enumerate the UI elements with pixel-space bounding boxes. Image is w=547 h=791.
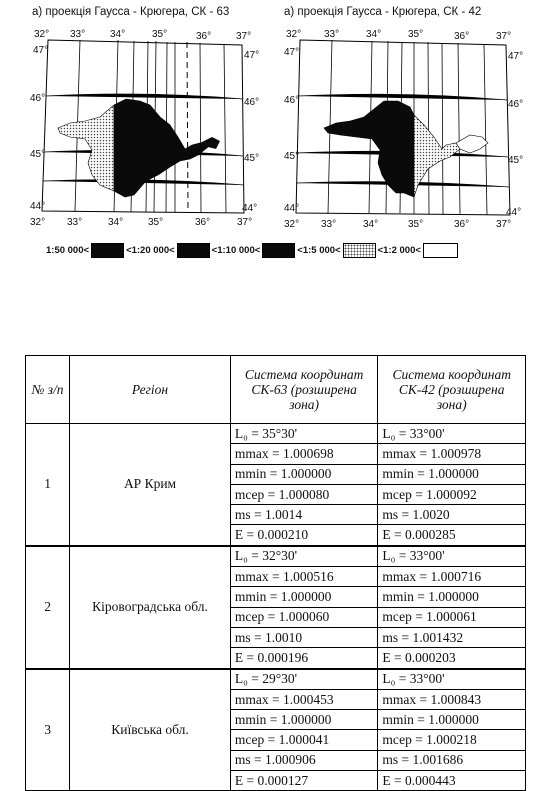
sk63-parameter: mсер = 1.000041	[230, 730, 378, 750]
bottom-label: 34°	[108, 217, 124, 228]
legend-swatch	[343, 243, 376, 258]
row-number: 3	[26, 669, 70, 791]
bottom-label: 33°	[67, 217, 83, 228]
top-label: 35°	[408, 29, 424, 40]
top-label: 34°	[366, 29, 382, 40]
top-label: 37°	[496, 31, 512, 42]
top-label: 32°	[286, 29, 302, 40]
right-map-caption: а) проекція Гаусса - Крюгера, СК - 42	[284, 6, 482, 18]
sk63-parameter: ms = 1.0010	[230, 627, 378, 647]
top-label: 33°	[324, 29, 340, 40]
sk63-parameter: mmin = 1.000000	[230, 710, 378, 730]
legend-label: <1:5 000<	[297, 244, 341, 256]
bottom-label: 32°	[284, 219, 300, 230]
sk63-parameter: mmin = 1.000000	[230, 587, 378, 607]
legend-swatch	[91, 243, 124, 258]
table-row	[26, 546, 526, 567]
row-number: 2	[26, 546, 70, 669]
table-row	[26, 669, 526, 690]
bottom-label: 33°	[321, 219, 337, 230]
row-number: 1	[26, 424, 70, 546]
sk42-parameter: mсер = 1.000092	[378, 484, 526, 504]
lat-label: 45°	[244, 153, 260, 164]
sk63-parameter: mmax = 1.000698	[230, 444, 378, 464]
sk42-parameter: L₀ = 33°00'	[378, 546, 526, 567]
sk63-parameter: mсер = 1.000080	[230, 484, 378, 504]
sk42-parameter: L₀ = 33°00'	[378, 424, 526, 444]
header-sk63: Система координат СК-63 (розширена зона)	[230, 356, 378, 424]
sk42-parameter: mmin = 1.000000	[378, 464, 526, 484]
sk42-parameter: mсер = 1.000218	[378, 730, 526, 750]
sk63-parameter: L₀ = 35°30'	[230, 424, 378, 444]
header-num: № з/п	[26, 356, 70, 424]
bottom-label: 36°	[454, 219, 470, 230]
map-sk63	[30, 25, 260, 240]
sk42-parameter: mmin = 1.000000	[378, 587, 526, 607]
legend-swatch	[177, 243, 210, 258]
legend-swatch	[423, 243, 458, 258]
sk63-parameter: ms = 1.000906	[230, 750, 378, 770]
bottom-label: 37°	[496, 219, 512, 230]
lat-label: 45°	[508, 155, 524, 166]
sk63-parameter: E = 0.000196	[230, 648, 378, 669]
lat-label: 44°	[506, 207, 522, 218]
top-label: 37°	[236, 31, 252, 42]
lat-label: 46°	[284, 95, 300, 106]
legend-swatch	[262, 243, 295, 258]
legend-label: 1:50 000<	[46, 244, 90, 256]
bottom-label: 34°	[363, 219, 379, 230]
top-label: 35°	[152, 29, 168, 40]
table-header-row	[26, 356, 526, 424]
top-label: 33°	[70, 29, 86, 40]
header-region: Регіон	[70, 356, 231, 424]
sk63-parameter: mсер = 1.000060	[230, 607, 378, 627]
lat-label: 45°	[30, 149, 46, 160]
bottom-label: 35°	[148, 217, 164, 228]
scale-legend	[46, 240, 458, 260]
top-label: 34°	[110, 29, 126, 40]
bottom-label: 35°	[408, 219, 424, 230]
sk42-parameter: ms = 1.001432	[378, 627, 526, 647]
legend-label: <1:10 000<	[211, 244, 261, 256]
region-name: Київська обл.	[70, 669, 231, 791]
sk63-parameter: L₀ = 32°30'	[230, 546, 378, 567]
bottom-label: 32°	[30, 217, 46, 228]
sk63-parameter: E = 0.000127	[230, 771, 378, 791]
bottom-label: 36°	[195, 217, 211, 228]
sk42-parameter: E = 0.000203	[378, 648, 526, 669]
sk42-parameter: mmin = 1.000000	[378, 710, 526, 730]
header-sk42: Система координат СК-42 (розширена зона)	[378, 356, 526, 424]
sk63-parameter: mmin = 1.000000	[230, 464, 378, 484]
legend-label: <1:2 000<	[377, 244, 421, 256]
legend-label: <1:20 000<	[126, 244, 175, 256]
top-label: 32°	[34, 29, 50, 40]
lat-label: 47°	[284, 47, 300, 58]
lat-label: 44°	[242, 203, 258, 214]
sk42-parameter: E = 0.000443	[378, 771, 526, 791]
sk63-parameter: ms = 1.0014	[230, 505, 378, 525]
map-sk42-svg	[284, 25, 524, 240]
sk42-parameter: E = 0.000285	[378, 525, 526, 546]
left-map-caption: а) проекція Гаусса - Крюгера, СК - 63	[32, 6, 230, 18]
map-sk63-svg	[30, 25, 260, 240]
sk63-parameter: mmax = 1.000453	[230, 689, 378, 709]
sk42-parameter: ms = 1.001686	[378, 750, 526, 770]
region-name: Кіровоградська обл.	[70, 546, 231, 669]
lat-label: 44°	[30, 201, 46, 212]
sk42-parameter: mсер = 1.000061	[378, 607, 526, 627]
bottom-label: 37°	[237, 217, 253, 228]
top-label: 36°	[454, 31, 470, 42]
region-name: АР Крим	[70, 424, 231, 546]
lat-label: 44°	[284, 203, 300, 214]
lat-label: 45°	[284, 151, 300, 162]
lat-label: 46°	[30, 93, 46, 104]
lat-label: 47°	[33, 45, 49, 56]
sk63-parameter: L₀ = 29°30'	[230, 669, 378, 690]
sk42-parameter: mmax = 1.000716	[378, 567, 526, 587]
sk42-parameter: L₀ = 33°00'	[378, 669, 526, 690]
map-sk42	[284, 25, 524, 240]
sk63-parameter: E = 0.000210	[230, 525, 378, 546]
sk42-parameter: mmax = 1.000843	[378, 689, 526, 709]
table-row	[26, 424, 526, 444]
sk42-parameter: mmax = 1.000978	[378, 444, 526, 464]
lat-label: 46°	[508, 99, 524, 110]
sk42-parameter: ms = 1.0020	[378, 505, 526, 525]
top-label: 36°	[196, 31, 212, 42]
lat-label: 47°	[244, 50, 260, 61]
projection-parameters-table	[25, 355, 526, 791]
sk63-parameter: mmax = 1.000516	[230, 567, 378, 587]
lat-label: 47°	[508, 51, 524, 62]
lat-label: 46°	[244, 97, 260, 108]
